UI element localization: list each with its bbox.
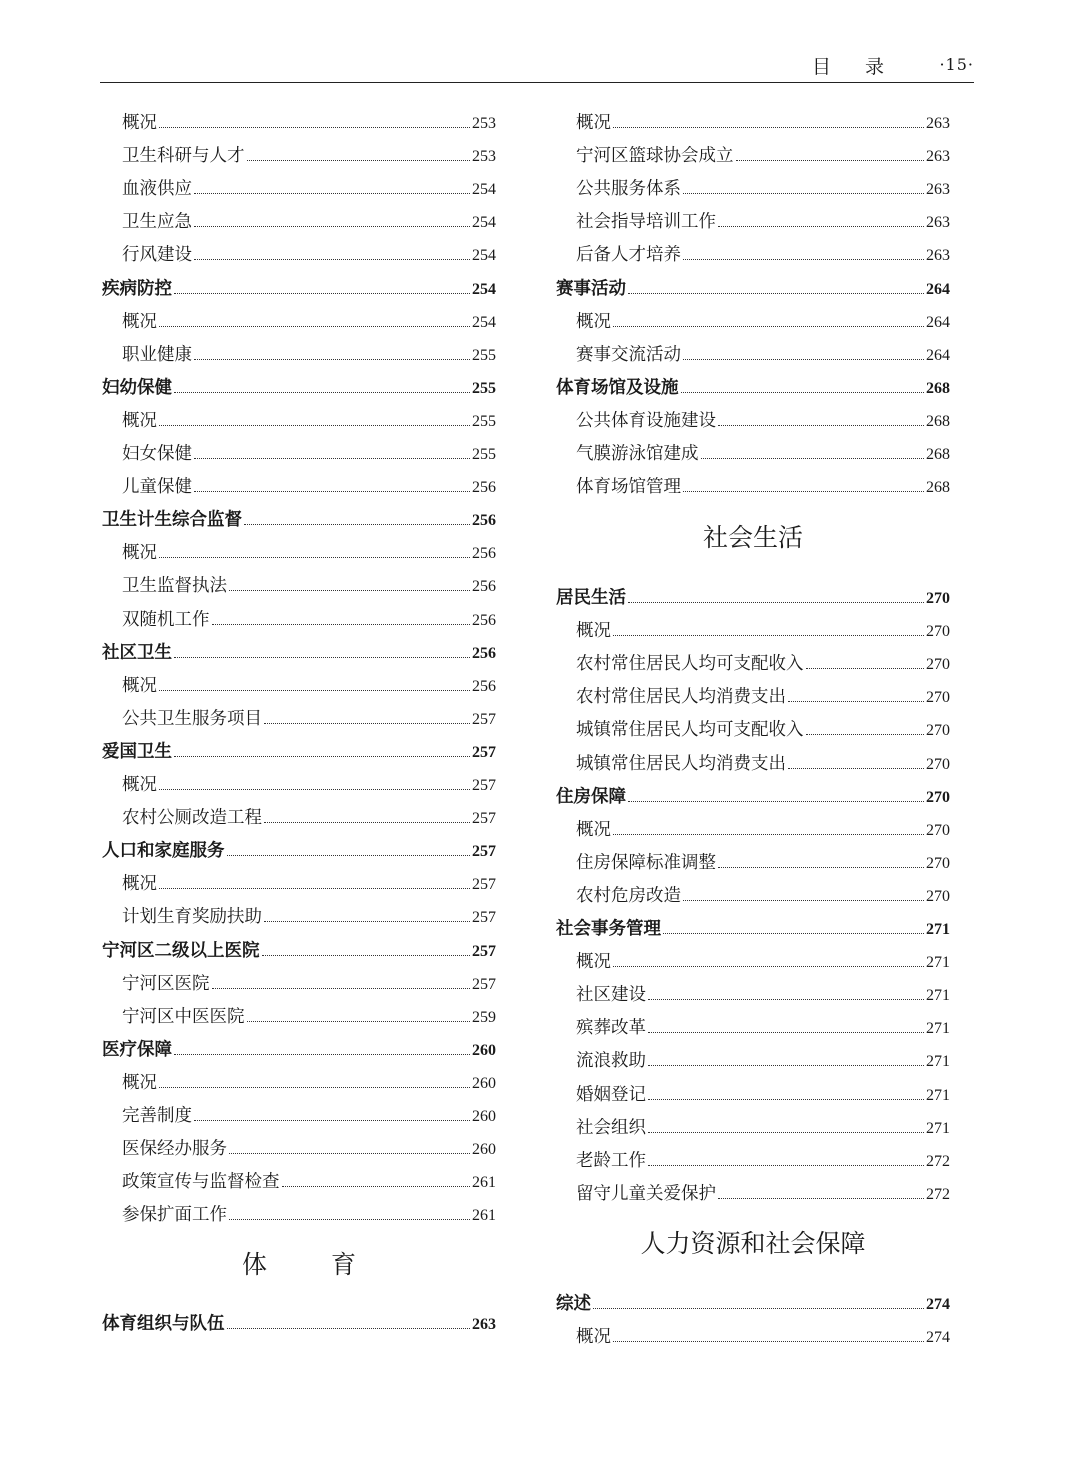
toc-entry-label: 卫生应急 [122, 212, 192, 233]
dot-leader [174, 756, 470, 757]
toc-entry[interactable] [556, 1182, 950, 1206]
toc-entry[interactable] [102, 905, 496, 929]
dot-leader [701, 458, 925, 459]
toc-entry[interactable] [102, 243, 496, 267]
toc-entry-page-number: 272 [926, 1185, 950, 1203]
toc-entry[interactable] [102, 1071, 496, 1095]
dot-leader [174, 293, 470, 294]
dot-leader [628, 801, 924, 802]
toc-entry-label: 概况 [122, 311, 157, 332]
toc-entry[interactable] [556, 1083, 950, 1107]
toc-entry-page-number: 256 [472, 578, 496, 596]
toc-entry[interactable] [556, 851, 950, 875]
toc-entry-page-number: 257 [472, 942, 496, 960]
toc-entry[interactable] [556, 1016, 950, 1040]
dot-leader [159, 1087, 470, 1088]
toc-entry[interactable] [102, 1203, 496, 1227]
toc-entry[interactable] [556, 884, 950, 908]
toc-entry-page-number: 268 [926, 412, 950, 430]
toc-entry-label: 城镇常住居民人均消费支出 [576, 753, 786, 774]
toc-entry-label: 住房保障标准调整 [576, 852, 716, 873]
toc-section-entry[interactable] [102, 740, 496, 764]
toc-entry[interactable] [556, 752, 950, 776]
toc-entry-page-number: 270 [926, 755, 950, 773]
toc-entry-label: 医保经办服务 [122, 1139, 227, 1160]
dot-leader [262, 955, 471, 956]
dot-leader [227, 1328, 471, 1329]
dot-leader [613, 1341, 924, 1342]
toc-entry[interactable] [556, 619, 950, 643]
section-heading: 社会生活 [702, 523, 803, 552]
toc-entry-label: 住房保障 [556, 786, 626, 807]
toc-entry[interactable] [102, 674, 496, 698]
dot-leader [718, 867, 924, 868]
toc-entry-label: 妇女保健 [122, 444, 192, 464]
toc-entry-page-number: 254 [472, 313, 496, 331]
toc-entry-page-number: 264 [926, 280, 950, 298]
toc-entry-page-number: 271 [926, 921, 950, 938]
dot-leader [718, 425, 924, 426]
dot-leader [174, 1054, 470, 1055]
toc-entry-label: 体育场馆管理 [576, 477, 681, 498]
dot-leader [806, 668, 925, 669]
toc-entry-label: 医疗保障 [102, 1039, 172, 1060]
toc-entry-label: 概况 [122, 543, 157, 564]
toc-entry[interactable] [102, 442, 496, 466]
toc-entry[interactable] [102, 972, 496, 996]
toc-entry-label: 社会指导培训工作 [576, 212, 716, 233]
toc-entry-label: 体育组织与队伍 [102, 1314, 225, 1334]
toc-entry[interactable] [102, 177, 496, 201]
dot-leader [648, 1132, 924, 1133]
dot-leader [212, 624, 471, 625]
toc-entry[interactable] [556, 243, 950, 267]
dot-leader [174, 657, 470, 658]
dot-leader [613, 127, 924, 128]
toc-entry-page-number: 263 [926, 247, 950, 265]
dot-leader [247, 1021, 471, 1022]
toc-entry[interactable] [102, 409, 496, 433]
toc-entry-label: 赛事活动 [556, 278, 626, 299]
toc-entry-page-number: 257 [472, 876, 496, 894]
toc-entry-label: 社区建设 [576, 985, 646, 1006]
dot-leader [159, 127, 470, 128]
toc-entry-page-number: 253 [472, 115, 496, 132]
toc-entry[interactable] [556, 718, 950, 742]
toc-entry[interactable] [556, 177, 950, 201]
toc-entry-label: 农村常住居民人均消费支出 [576, 687, 786, 708]
dot-leader [159, 557, 470, 558]
dot-leader [683, 359, 924, 360]
toc-entry-label: 农村常住居民人均可支配收入 [576, 654, 804, 675]
toc-entry-page-number: 270 [926, 689, 950, 707]
toc-entry-label: 概况 [576, 819, 611, 840]
dot-leader [806, 734, 925, 735]
toc-entry-page-number: 254 [472, 247, 496, 265]
toc-entry[interactable] [556, 1149, 950, 1173]
toc-entry[interactable] [102, 872, 496, 896]
toc-entry-label: 社会事务管理 [556, 919, 661, 939]
toc-entry[interactable] [556, 343, 950, 367]
toc-entry-label: 计划生育奖励扶助 [122, 907, 262, 928]
toc-entry-label: 公共体育设施建设 [576, 410, 716, 431]
dot-leader [159, 326, 470, 327]
dot-leader [648, 1065, 924, 1066]
toc-entry-label: 宁河区二级以上医院 [102, 940, 260, 961]
toc-entry-page-number: 257 [472, 909, 496, 927]
toc-entry-label: 概况 [122, 775, 157, 795]
toc-entry[interactable] [556, 475, 950, 499]
toc-entry-page-number: 270 [926, 821, 950, 839]
toc-entry[interactable] [556, 310, 950, 334]
toc-entry-label: 人口和家庭服务 [102, 841, 225, 862]
toc-entry-label: 居民生活 [556, 588, 626, 608]
dot-leader [159, 789, 470, 790]
dot-leader [648, 1032, 924, 1033]
toc-entry-page-number: 270 [926, 722, 950, 740]
toc-entry-page-number: 255 [472, 379, 496, 397]
toc-entry[interactable] [102, 773, 496, 797]
toc-entry-page-number: 263 [926, 148, 950, 166]
toc-entry[interactable] [102, 111, 496, 135]
toc-entry-label: 后备人才培养 [576, 245, 681, 266]
toc-entry-label: 概况 [576, 1327, 611, 1348]
toc-entry-page-number: 260 [472, 1108, 496, 1125]
toc-entry[interactable] [556, 950, 950, 974]
toc-entry[interactable] [556, 685, 950, 709]
toc-entry-label: 社会组织 [576, 1117, 646, 1138]
toc-entry-page-number: 263 [472, 1316, 496, 1333]
dot-leader [282, 1186, 471, 1187]
toc-entry-label: 卫生计生综合监督 [102, 510, 242, 531]
dot-leader [613, 834, 924, 835]
toc-entry-label: 概况 [122, 410, 157, 431]
toc-entry-page-number: 268 [926, 479, 950, 497]
toc-entry[interactable] [102, 343, 496, 367]
toc-section-entry[interactable] [556, 376, 950, 400]
toc-entry-page-number: 271 [926, 954, 950, 972]
toc-section-entry[interactable] [102, 1038, 496, 1062]
dot-leader [212, 988, 471, 989]
toc-entry-label: 血液供应 [122, 179, 192, 200]
toc-entry[interactable] [102, 144, 496, 168]
toc-entry-page-number: 271 [926, 1119, 950, 1137]
dot-leader [194, 491, 470, 492]
toc-entry-label: 参保扩面工作 [122, 1205, 227, 1226]
toc-entry-page-number: 268 [926, 379, 950, 397]
toc-entry-page-number: 255 [472, 412, 496, 430]
toc-entry-page-number: 257 [472, 843, 496, 861]
toc-entry-label: 综述 [556, 1294, 591, 1314]
toc-entry-page-number: 254 [472, 181, 496, 199]
dot-leader [613, 635, 924, 636]
header-page-number: ·15· [939, 55, 974, 74]
dot-leader [229, 1153, 470, 1154]
dot-leader [613, 326, 924, 327]
toc-entry-label: 概况 [122, 874, 157, 895]
dot-leader [264, 822, 470, 823]
dot-leader [648, 999, 924, 1000]
toc-entry[interactable] [102, 1137, 496, 1161]
toc-entry[interactable] [102, 608, 496, 632]
toc-entry-label: 疾病防控 [102, 278, 172, 299]
toc-entry-page-number: 272 [926, 1152, 950, 1170]
dot-leader [648, 1165, 924, 1166]
dot-leader [264, 921, 470, 922]
toc-entry-page-number: 257 [472, 810, 496, 828]
toc-entry[interactable] [102, 1104, 496, 1128]
toc-entry[interactable] [556, 111, 950, 135]
toc-entry[interactable] [102, 310, 496, 334]
dot-leader [229, 590, 470, 591]
toc-entry[interactable] [102, 475, 496, 499]
toc-entry-label: 双随机工作 [122, 609, 210, 630]
dot-leader [628, 602, 924, 603]
toc-entry-label: 宁河区医院 [122, 973, 210, 994]
toc-section-entry[interactable] [102, 508, 496, 532]
toc-entry-label: 政策宣传与监督检查 [122, 1172, 280, 1193]
toc-entry-page-number: 257 [472, 743, 496, 761]
toc-section-entry[interactable] [102, 939, 496, 963]
toc-entry-page-number: 253 [472, 148, 496, 166]
toc-entry-label: 卫生监督执法 [122, 576, 227, 597]
toc-entry-page-number: 270 [926, 854, 950, 872]
dot-leader [683, 900, 924, 901]
toc-entry[interactable] [102, 1170, 496, 1194]
toc-entry-page-number: 257 [472, 777, 496, 794]
dot-leader [788, 701, 924, 702]
toc-entry-label: 概况 [122, 675, 157, 696]
toc-section-entry[interactable] [102, 376, 496, 400]
toc-entry-page-number: 254 [472, 214, 496, 232]
toc-entry-page-number: 271 [926, 1053, 950, 1071]
toc-entry[interactable] [102, 210, 496, 234]
toc-section-entry[interactable] [556, 277, 950, 301]
dot-leader [681, 392, 925, 393]
dot-leader [194, 259, 470, 260]
toc-entry-label: 体育场馆及设施 [556, 377, 679, 398]
toc-entry-page-number: 260 [472, 1141, 496, 1159]
toc-entry-label: 社区卫生 [102, 642, 172, 663]
dot-leader [159, 888, 470, 889]
toc-entry-page-number: 261 [472, 1174, 496, 1192]
toc-section-entry[interactable] [102, 1312, 496, 1336]
toc-entry[interactable] [556, 442, 950, 466]
toc-entry-label: 爱国卫生 [102, 741, 172, 762]
dot-leader [683, 491, 924, 492]
toc-entry[interactable] [556, 210, 950, 234]
toc-entry-label: 老龄工作 [576, 1150, 646, 1171]
toc-entry-label: 气膜游泳馆建成 [576, 444, 699, 464]
toc-entry-page-number: 268 [926, 446, 950, 463]
toc-entry-page-number: 271 [926, 1086, 950, 1104]
dot-leader [593, 1308, 924, 1309]
toc-entry[interactable] [102, 574, 496, 598]
dot-leader [663, 933, 924, 934]
toc-section-entry[interactable] [556, 1292, 950, 1316]
dot-leader [194, 458, 470, 459]
toc-entry-page-number: 263 [926, 181, 950, 199]
dot-leader [194, 1120, 470, 1121]
toc-entry-label: 殡葬改革 [576, 1018, 646, 1039]
toc-entry-label: 概况 [122, 1072, 157, 1093]
toc-entry[interactable] [556, 1049, 950, 1073]
toc-entry-page-number: 261 [472, 1207, 496, 1225]
toc-entry-label: 留守儿童关爱保护 [576, 1183, 716, 1204]
dot-leader [628, 293, 924, 294]
dot-leader [194, 193, 470, 194]
toc-entry-label: 婚姻登记 [576, 1084, 646, 1105]
toc-entry-label: 概况 [576, 621, 611, 642]
toc-entry[interactable] [102, 806, 496, 830]
toc-entry[interactable] [102, 541, 496, 565]
section-heading: 体 育 [242, 1250, 384, 1279]
dot-leader [736, 160, 925, 161]
toc-entry[interactable] [102, 1005, 496, 1029]
toc-entry[interactable] [556, 983, 950, 1007]
dot-leader [247, 160, 471, 161]
toc-entry-page-number: 270 [926, 623, 950, 641]
toc-entry-page-number: 270 [926, 590, 950, 607]
toc-section-entry[interactable] [556, 785, 950, 809]
toc-entry[interactable] [102, 707, 496, 731]
toc-entry-label: 行风建设 [122, 245, 192, 266]
toc-entry-page-number: 263 [926, 115, 950, 132]
toc-entry-label: 农村危房改造 [576, 885, 681, 906]
dot-leader [788, 768, 924, 769]
dot-leader [229, 1219, 470, 1220]
header-title: 目 录 [811, 56, 898, 78]
toc-entry-label: 卫生科研与人才 [122, 146, 245, 167]
toc-entry-page-number: 254 [472, 280, 496, 298]
toc-entry-page-number: 270 [926, 887, 950, 905]
toc-entry-page-number: 274 [926, 1329, 950, 1347]
toc-entry-label: 妇幼保健 [102, 377, 172, 398]
toc-entry-label: 农村公厕改造工程 [122, 808, 262, 829]
dot-leader [244, 524, 470, 525]
dot-leader [264, 723, 470, 724]
toc-section-entry[interactable] [102, 839, 496, 863]
toc-section-entry[interactable] [102, 277, 496, 301]
toc-entry-page-number: 264 [926, 313, 950, 331]
toc-entry-label: 宁河区中医医院 [122, 1006, 245, 1027]
dot-leader [227, 855, 471, 856]
toc-section-entry[interactable] [556, 586, 950, 610]
toc-entry-page-number: 271 [926, 1020, 950, 1038]
toc-entry-label: 概况 [576, 952, 611, 973]
dot-leader [174, 392, 470, 393]
toc-entry-label: 儿童保健 [122, 477, 192, 498]
toc-entry-label: 宁河区篮球协会成立 [576, 146, 734, 167]
toc-entry-page-number: 257 [472, 975, 496, 993]
toc-entry-page-number: 255 [472, 446, 496, 463]
toc-entry-page-number: 274 [926, 1296, 950, 1313]
toc-entry-page-number: 256 [472, 479, 496, 497]
toc-entry-page-number: 260 [472, 1074, 496, 1092]
dot-leader [718, 226, 924, 227]
toc-entry-label: 流浪救助 [576, 1051, 646, 1072]
toc-entry-page-number: 271 [926, 987, 950, 1005]
toc-entry-page-number: 257 [472, 710, 496, 728]
toc-entry[interactable] [556, 409, 950, 433]
toc-entry-page-number: 256 [472, 677, 496, 695]
toc-entry-page-number: 256 [472, 611, 496, 629]
dot-leader [648, 1099, 924, 1100]
dot-leader [683, 193, 924, 194]
dot-leader [159, 690, 470, 691]
toc-entry[interactable] [556, 1325, 950, 1349]
toc-entry-page-number: 256 [472, 512, 496, 530]
dot-leader [194, 226, 470, 227]
toc-entry-label: 职业健康 [122, 344, 192, 365]
toc-entry-page-number: 263 [926, 214, 950, 232]
toc-entry[interactable] [556, 1116, 950, 1140]
toc-entry-page-number: 270 [926, 788, 950, 806]
toc-entry-page-number: 260 [472, 1041, 496, 1059]
toc-entry-label: 赛事交流活动 [576, 344, 681, 365]
section-heading: 人力资源和社会保障 [640, 1229, 866, 1258]
dot-leader [159, 425, 470, 426]
toc-entry-page-number: 270 [926, 656, 950, 674]
toc-entry[interactable] [556, 818, 950, 842]
toc-entry-label: 完善制度 [122, 1106, 192, 1126]
toc-entry-page-number: 256 [472, 545, 496, 563]
toc-entry-page-number: 256 [472, 644, 496, 662]
toc-entry-label: 公共卫生服务项目 [122, 708, 262, 729]
page-header [100, 50, 974, 83]
toc-entry-label: 概况 [576, 311, 611, 332]
toc-entry-label: 概况 [576, 113, 611, 133]
dot-leader [718, 1198, 924, 1199]
toc-entry-page-number: 255 [472, 346, 496, 364]
dot-leader [613, 966, 924, 967]
toc-entry-label: 城镇常住居民人均可支配收入 [576, 720, 804, 741]
toc-section-entry[interactable] [556, 917, 950, 941]
dot-leader [194, 359, 470, 360]
toc-entry-page-number: 264 [926, 346, 950, 364]
toc-entry-label: 概况 [122, 113, 157, 133]
toc-entry[interactable] [556, 144, 950, 168]
dot-leader [683, 259, 924, 260]
toc-section-entry[interactable] [102, 641, 496, 665]
toc-entry[interactable] [556, 652, 950, 676]
toc-entry-page-number: 259 [472, 1008, 496, 1026]
toc-entry-label: 公共服务体系 [576, 179, 681, 200]
